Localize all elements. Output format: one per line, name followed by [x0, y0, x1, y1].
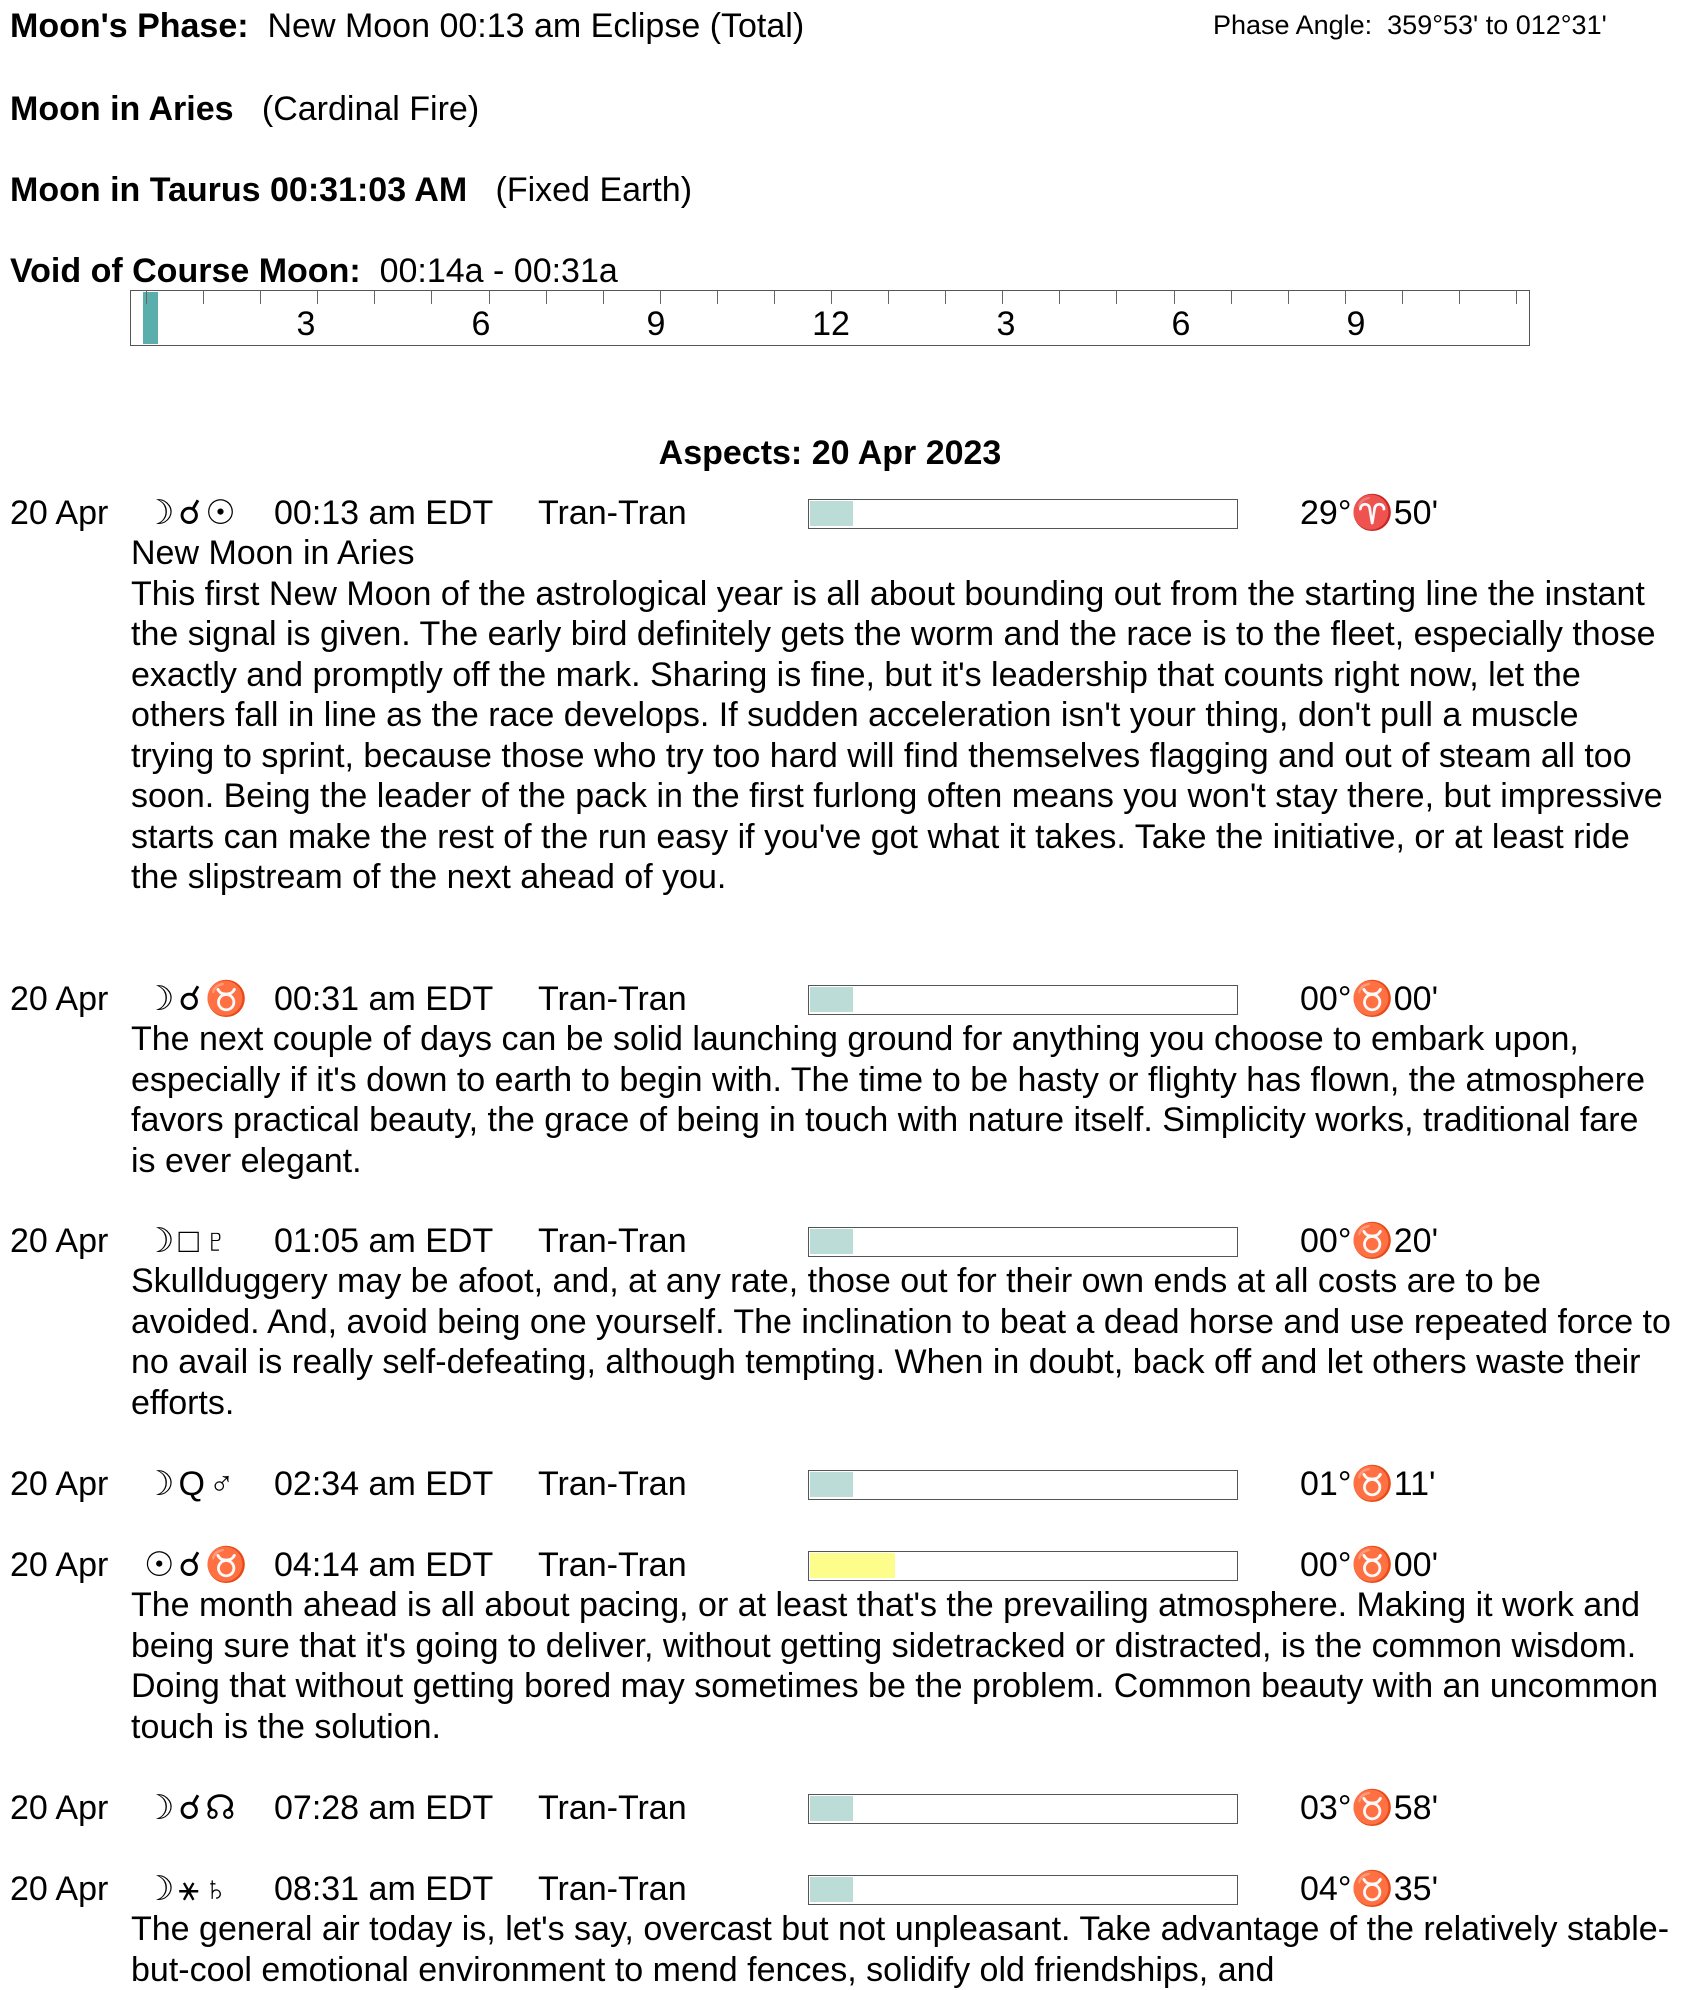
aspect-strength-bar	[808, 985, 1238, 1015]
aspect-strength-fill	[810, 987, 853, 1012]
moon-sign-aries: Moon in Aries	[10, 90, 234, 128]
aspect-row	[0, 493, 1692, 533]
timeline-tick	[1231, 291, 1232, 304]
timeline-tick	[1516, 291, 1517, 304]
timeline-tick	[489, 291, 490, 304]
timeline-tick	[603, 291, 604, 304]
aspect-time: 02:34 am EDT	[274, 1465, 494, 1503]
moon-phase-line	[10, 6, 804, 46]
timeline-tick	[146, 291, 147, 304]
timeline-tick	[774, 291, 775, 304]
moon-sign-taurus-quality: (Fixed Earth)	[495, 171, 693, 209]
aspect-strength-bar	[808, 1227, 1238, 1257]
aspect-strength-fill	[810, 1553, 895, 1578]
timeline-tick	[1345, 291, 1346, 304]
timeline-tick	[431, 291, 432, 304]
timeline-tick	[831, 291, 832, 304]
aspect-type: Tran-Tran	[538, 494, 687, 532]
void-of-course-line	[10, 251, 618, 291]
aspect-strength-bar	[808, 499, 1238, 529]
aspect-description: The general air today is, let's say, overcast but not unpleasant. Take advantage of the relatively stable-but-cool emotional environment to mend fences, solidify old friendships, and	[131, 1910, 1670, 1989]
aspect-subtitle: New Moon in Aries	[131, 534, 415, 572]
timeline-tick	[888, 291, 889, 304]
moon-sign-taurus-line	[10, 170, 692, 210]
aspect-strength-fill	[810, 1229, 853, 1254]
aspect-row	[0, 1788, 1692, 1828]
timeline-tick	[1402, 291, 1403, 304]
aspect-position: 29°♈50'	[1300, 494, 1439, 532]
timeline-hour-label: 3	[296, 305, 316, 343]
aspect-row	[0, 1869, 1692, 1909]
aspect-date: 20 Apr	[10, 1222, 109, 1260]
aspect-position: 00°♉00'	[1300, 980, 1439, 1018]
timeline-hour-label: 6	[1171, 305, 1191, 343]
aspect-strength-fill	[810, 1796, 853, 1821]
moon-sign-taurus: Moon in Taurus 00:31:03 AM	[10, 171, 468, 209]
phase-angle	[1213, 8, 1607, 42]
aspect-glyphs: ☽☌☊	[144, 1789, 240, 1827]
phase-angle-label: Phase Angle:	[1213, 10, 1373, 40]
timeline-tick	[1174, 291, 1175, 304]
aspect-type: Tran-Tran	[538, 1546, 687, 1584]
aspect-time: 00:31 am EDT	[274, 980, 494, 1018]
aspect-date: 20 Apr	[10, 494, 109, 532]
aspect-glyphs: ☽⚹♄	[144, 1870, 233, 1908]
aspect-glyphs: ☽Q♂	[144, 1465, 239, 1503]
aspect-time: 07:28 am EDT	[274, 1789, 494, 1827]
timeline-tick	[717, 291, 718, 304]
aspect-strength-bar	[808, 1794, 1238, 1824]
timeline-hour-label: 12	[812, 305, 850, 343]
aspect-time: 01:05 am EDT	[274, 1222, 494, 1260]
timeline-tick	[945, 291, 946, 304]
aspect-description: The month ahead is all about pacing, or at least that's the prevailing atmosphere. Making it work and being sure that it's going to deliver, without getting sidetracked or distracted, is the common wisdom. Doing that without getting bored may sometimes be the problem. Common beauty with an uncommon touch is the solution.	[131, 1586, 1659, 1746]
timeline-tick	[1459, 291, 1460, 304]
void-of-course-value: 00:14a - 00:31a	[379, 252, 618, 290]
aspect-date: 20 Apr	[10, 980, 109, 1018]
moon-phase-value: New Moon 00:13 am Eclipse (Total)	[267, 7, 805, 45]
aspect-row	[0, 1545, 1692, 1585]
aspect-type: Tran-Tran	[538, 1465, 687, 1503]
timeline-tick	[260, 291, 261, 304]
timeline-tick	[374, 291, 375, 304]
timeline-tick	[317, 291, 318, 304]
aspect-position: 00°♉20'	[1300, 1222, 1439, 1260]
aspect-glyphs: ☉☌♉	[144, 1546, 252, 1584]
aspect-position: 03°♉58'	[1300, 1789, 1439, 1827]
timeline-hour-label: 3	[996, 305, 1016, 343]
timeline-hour-label: 9	[1346, 305, 1366, 343]
void-of-course-label: Void of Course Moon:	[10, 252, 361, 290]
aspect-glyphs: ☽☌☉	[144, 494, 240, 532]
timeline-hour-label: 6	[471, 305, 491, 343]
aspect-description: This first New Moon of the astrological year is all about bounding out from the starting line the instant the signal is given. The early bird definitely gets the worm and the race is to the fleet, especially those exactly and promptly off the mark. Sharing is fine, but it's leadership that counts right now, let the others fall in line as the race develops. If sudden acceleration isn't your thing, don't pull a muscle trying to sprint, because those who try too hard will find themselves flagging and out of steam all too soon. Being the leader of the pack in the first furlong often means you won't stay there, but impressive starts can make the rest of the run easy if you've got what it takes. Take the initiative, or at least ride the slipstream of the next ahead of you.	[131, 574, 1663, 896]
aspect-position: 01°♉11'	[1300, 1465, 1436, 1503]
aspect-type: Tran-Tran	[538, 1222, 687, 1260]
aspect-strength-bar	[808, 1470, 1238, 1500]
moon-phase-label: Moon's Phase:	[10, 7, 249, 45]
timeline-tick	[1002, 291, 1003, 304]
aspect-strength-bar	[808, 1875, 1238, 1905]
moon-sign-aries-line	[10, 89, 479, 129]
aspect-time: 00:13 am EDT	[274, 494, 494, 532]
aspect-position: 04°♉35'	[1300, 1870, 1439, 1908]
timeline-tick	[660, 291, 661, 304]
aspect-strength-fill	[810, 1877, 853, 1902]
aspect-position: 00°♉00'	[1300, 1546, 1439, 1584]
aspect-glyphs: ☽☌♉	[144, 980, 252, 1018]
aspect-time: 04:14 am EDT	[274, 1546, 494, 1584]
aspect-row	[0, 1464, 1692, 1504]
aspect-date: 20 Apr	[10, 1870, 109, 1908]
aspect-time: 08:31 am EDT	[274, 1870, 494, 1908]
aspect-description: The next couple of days can be solid launching ground for anything you choose to embark upon, especially if it's down to earth to begin with. The time to be hasty or flighty has flown, the atmosphere favors practical beauty, the grace of being in touch with nature itself. Simplicity works, traditional fare is ever elegant.	[131, 1020, 1645, 1180]
timeline-tick	[203, 291, 204, 304]
aspect-glyphs: ☽□♇	[144, 1222, 233, 1260]
aspect-date: 20 Apr	[10, 1789, 109, 1827]
aspect-type: Tran-Tran	[538, 1789, 687, 1827]
aspect-date: 20 Apr	[10, 1546, 109, 1584]
aspect-description: Skullduggery may be afoot, and, at any rate, those out for their own ends at all costs are to be avoided. And, avoid being one yourself. The inclination to beat a dead horse and use repeated force to no avail is really self-defeating, although tempting. When in doubt, back off and let others waste their efforts.	[131, 1262, 1671, 1422]
timeline-tick	[1059, 291, 1060, 304]
aspects-title: Aspects: 20 Apr 2023	[658, 434, 1002, 472]
timeline-hour-label: 9	[646, 305, 666, 343]
aspect-strength-fill	[810, 1472, 853, 1497]
timeline-tick	[546, 291, 547, 304]
void-of-course-timeline	[130, 290, 1530, 346]
timeline-tick	[1288, 291, 1289, 304]
aspect-strength-bar	[808, 1551, 1238, 1581]
aspect-date: 20 Apr	[10, 1465, 109, 1503]
aspect-row	[0, 1221, 1692, 1261]
aspect-row	[0, 979, 1692, 1019]
timeline-tick	[1116, 291, 1117, 304]
phase-angle-value: 359°53' to 012°31'	[1387, 10, 1607, 40]
aspect-type: Tran-Tran	[538, 980, 687, 1018]
aspect-type: Tran-Tran	[538, 1870, 687, 1908]
aspect-strength-fill	[810, 501, 853, 526]
moon-sign-aries-quality: (Cardinal Fire)	[261, 90, 480, 128]
